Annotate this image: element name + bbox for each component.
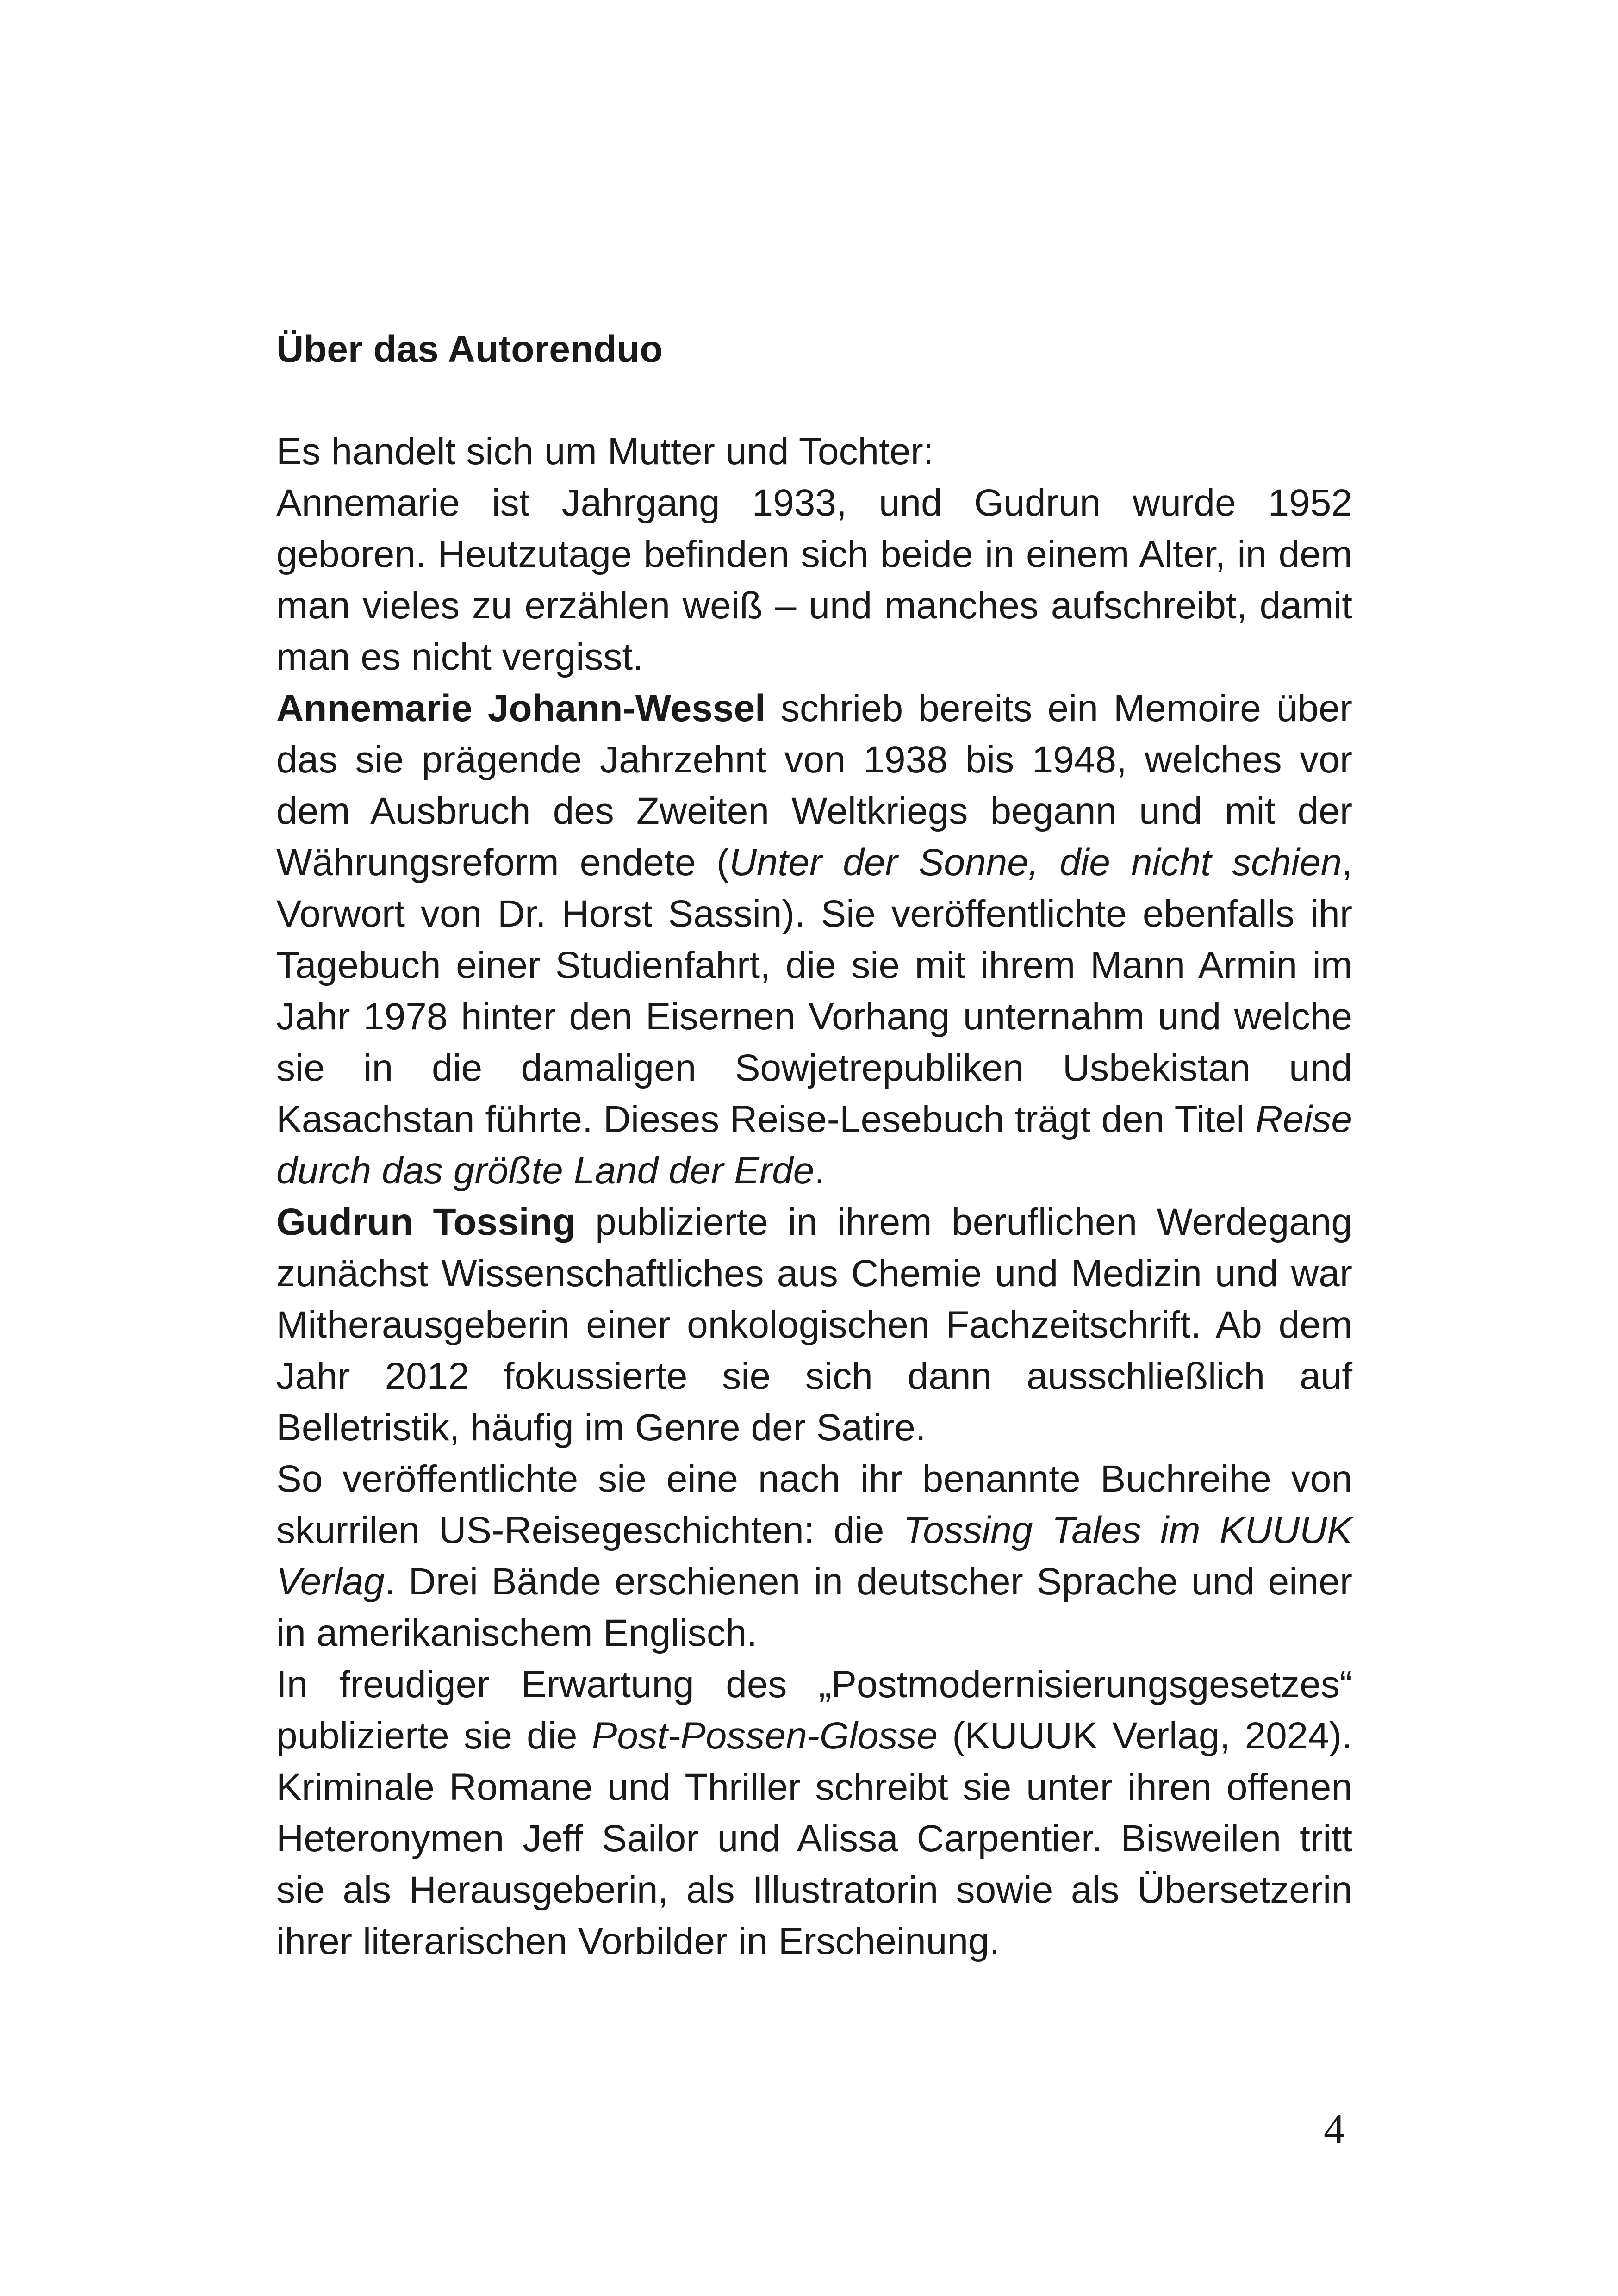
paragraph-text: (KUUUK Verlag, 2024). Kriminale Romane und Thriller schreibt sie unter ihren offenen Heteronymen Jeff Sailor und Alissa Carpentier. Bisweilen tritt sie als Herausgeberin, als Illustratorin sowie als Übersetzerin ihrer literarischen Vorbilder in Erscheinung. xyxy=(276,1715,1352,1962)
body-text xyxy=(276,426,1352,1967)
book-series-title: Tossing Tales im KUUUK Verlag xyxy=(276,1509,1352,1603)
paragraph-text: , Vorwort von Dr. Horst Sassin). Sie veröffentlichte ebenfalls ihr Tagebuch einer Studienfahrt, die sie mit ihrem Mann Armin im Jahr 1978 hinter den Eisernen Vorhang unternahm und welche sie in die damaligen Sowjetrepubliken Usbekistan und Kasachstan führte. Dieses Reise-Lesebuch trägt den Titel xyxy=(276,841,1353,1140)
author-name-gudrun: Gudrun Tossing xyxy=(276,1201,576,1243)
page-title: Über das Autorenduo xyxy=(276,328,663,370)
author-name-annemarie: Annemarie Johann-Wessel xyxy=(276,687,765,729)
paragraph-gudrun xyxy=(276,1196,1352,1453)
paragraph-text: . xyxy=(814,1150,825,1192)
paragraph-annemarie xyxy=(276,683,1352,1196)
book-title-glosse: Post-Possen-Glosse xyxy=(591,1715,938,1757)
paragraph-text: . Drei Bände erschienen in deutscher Sprache und einer in amerikanischem Englisch. xyxy=(276,1561,1352,1654)
paragraph-satire xyxy=(276,1659,1352,1967)
paragraph-text: So veröffentlichte sie eine nach ihr benannte Buchreihe von skurrilen US-Reisegeschichten: die xyxy=(276,1458,1352,1551)
intro-line: Es handelt sich um Mutter und Tochter: xyxy=(276,430,934,473)
book-title-travel: Reise durch das größte Land der Erde xyxy=(276,1098,1352,1192)
paragraph-text: publizierte in ihrem beruflichen Werdegang zunächst Wissenschaftliches aus Chemie und Medizin und war Mitherausgeberin einer onkologischen Fachzeitschrift. Ab dem Jahr 2012 fokussierte sie sich dann ausschließlich auf Belletristik, häufig im Genre der Satire. xyxy=(276,1201,1352,1449)
book-title-memoire: Unter der Sonne, die nicht schien xyxy=(729,841,1342,884)
paragraph-book-series xyxy=(276,1453,1352,1659)
paragraph-birth-years: Annemarie ist Jahrgang 1933, und Gudrun wurde 1952 geboren. Heutzutage befinden sich beide in einem Alter, in dem man vieles zu erzählen weiß – und manches aufschreibt, damit man es nicht vergisst. xyxy=(276,482,1352,678)
paragraph-text: In freudiger Erwartung des „Postmodernisierungsgesetzes“ publizierte sie die xyxy=(276,1663,1352,1757)
page-number: 4 xyxy=(1324,2105,1345,2153)
paragraph-text: schrieb bereits ein Memoire über das sie prägende Jahrzehnt von 1938 bis 1948, welches vor dem Ausbruch des Zweiten Weltkriegs begann und mit der Währungsreform endete ( xyxy=(276,687,1352,884)
